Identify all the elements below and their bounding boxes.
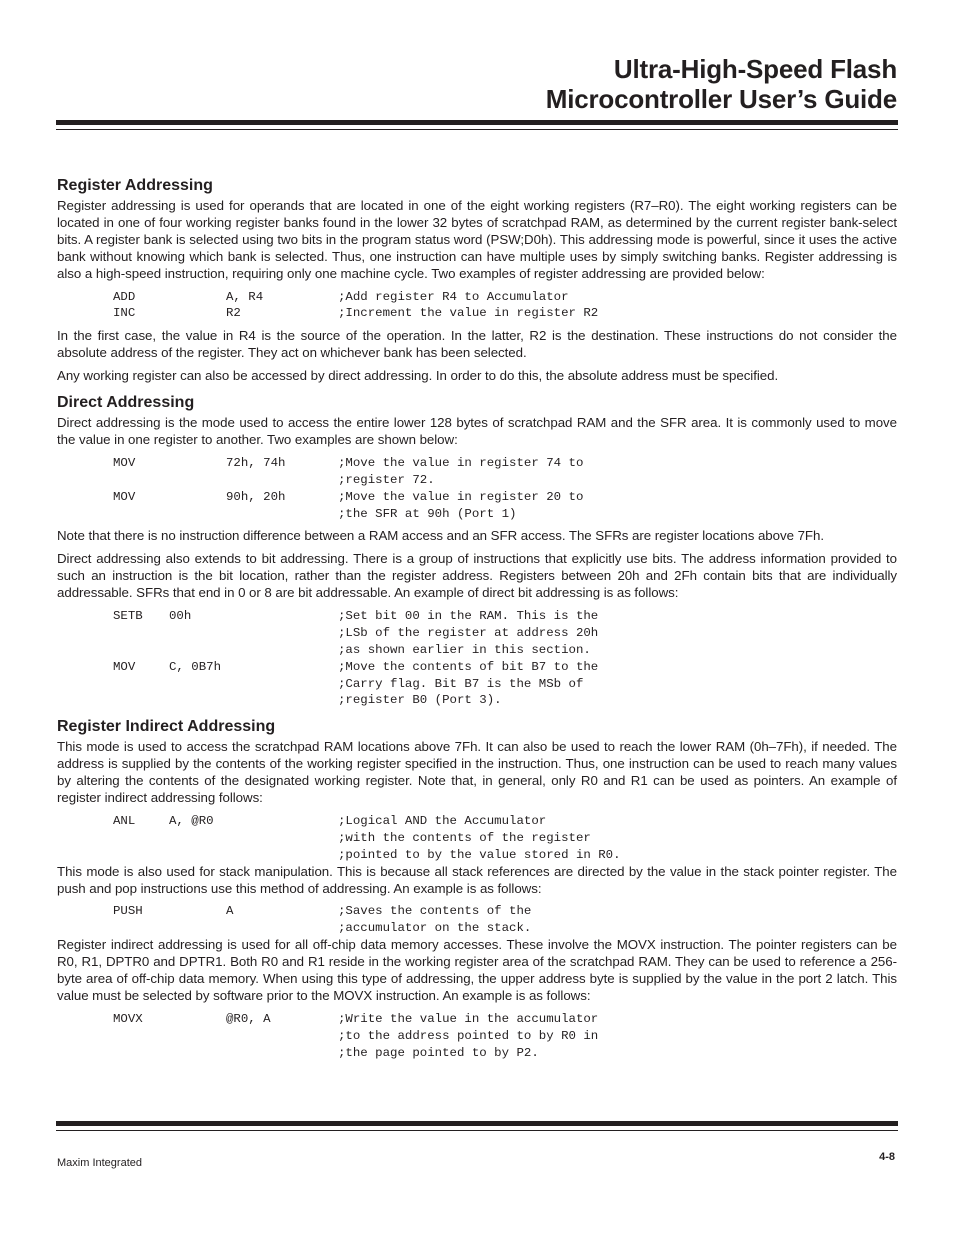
- code-block: [57, 455, 897, 523]
- code-comment: ;Carry flag. Bit B7 is the MSb of: [338, 676, 584, 691]
- code-line: [57, 625, 897, 642]
- code-line: [57, 642, 897, 659]
- title-line-1: Ultra-High-Speed Flash: [613, 54, 897, 84]
- code-line: [57, 1045, 897, 1062]
- main-content: [57, 176, 897, 1068]
- paragraph: This mode is used to access the scratchpad RAM locations above 7Fh. It can also be used to reach the lower RAM (0h–7Fh), if needed. The address is supplied by the contents of the working register specified in the instruction. Thus, one instruction can be used to reach many values by altering the contents of the designated working register. Note that, in general, only R0 and R1 can be used as pointers. An example of register indirect addressing follows:: [57, 739, 897, 806]
- code-comment: ;accumulator on the stack.: [338, 921, 532, 936]
- code-block: [57, 608, 897, 709]
- code-op: MOV: [113, 489, 136, 504]
- paragraph: This mode is also used for stack manipulation. This is because all stack references are directed by the value in the stack pointer register. The push and pop instructions use this method of addressing. An example is as follows:: [57, 863, 897, 896]
- code-comment: ;Move the value in register 74 to: [338, 455, 584, 470]
- code-arg: 00h: [169, 609, 192, 624]
- code-op: ADD: [113, 289, 136, 304]
- code-block: [57, 289, 897, 323]
- paragraph: Register indirect addressing is used for all off-chip data memory accesses. These involve the MOVX instruction. The pointer registers can be R0, R1, DPTR0 and DPTR1. Both R0 and R1 reside in the working register area of the scratchpad RAM. They can be used to reference a 256-byte area of off-chip data memory. When using this type of addressing, the upper address byte is supplied by the value in the port 2 latch. This value must be selected by software prior to the MOVX instruction. An example is as follows:: [57, 937, 897, 1003]
- section-heading-register-addressing: Register Addressing: [57, 177, 213, 194]
- code-block: [57, 903, 897, 937]
- paragraph: Note that there is no instruction difference between a RAM access and an SFR access. The SFRs are register locations above 7Fh.: [57, 528, 824, 544]
- section-heading-direct-addressing: Direct Addressing: [57, 394, 195, 412]
- code-comment: ;register 72.: [338, 472, 435, 487]
- code-line: [57, 506, 897, 523]
- code-op: MOVX: [113, 1011, 143, 1026]
- code-line: [57, 305, 897, 322]
- code-comment: ;Logical AND the Accumulator: [338, 814, 547, 828]
- code-op: PUSH: [113, 904, 143, 919]
- code-line: [57, 659, 897, 676]
- paragraph: In the first case, the value in R4 is the source of the operation. In the latter, R2 is the destination. These instructions do not consider the absolute address of the register. They act on whichever bank has been selected.: [57, 328, 897, 361]
- code-arg: A, R4: [226, 289, 264, 304]
- code-comment: ;Move the contents of bit B7 to the: [338, 659, 599, 674]
- code-line: [57, 489, 897, 506]
- paragraph: Register addressing is used for operands that are located in one of the eight working registers (R7–R0). The eight working registers can be located in one of four working register banks found in the lower 32 bytes of scratchpad RAM, as determined by the current register bank-select bits. A register bank is selected using two bits in the program status word (PSW;D0h). This addressing mode is powerful, since it uses the active bank without knowing which bank is selected. Thus, one instruction can have multiple uses by simply switching banks. Register addressing is also a high-speed instruction, requiring only one machine cycle. Two examples of register addressing are provided below:: [57, 198, 897, 281]
- code-op: INC: [113, 306, 136, 321]
- code-line: [57, 903, 897, 920]
- code-op: MOV: [113, 455, 136, 470]
- footer-page-number: 4-8: [879, 1151, 895, 1163]
- code-comment: ;as shown earlier in this section.: [338, 642, 591, 657]
- code-line: [57, 608, 897, 625]
- code-line: [57, 813, 897, 830]
- code-line: [57, 455, 897, 472]
- code-arg: A: [226, 904, 234, 919]
- code-block: [57, 1011, 897, 1062]
- code-comment: ;to the address pointed to by R0 in: [338, 1028, 599, 1043]
- code-line: [57, 1011, 897, 1028]
- code-comment: ;with the contents of the register: [338, 830, 591, 845]
- code-comment: ;pointed to by the value stored in R0.: [338, 847, 621, 862]
- code-line: [57, 920, 897, 937]
- code-block: [57, 813, 897, 864]
- code-comment: ;Saves the contents of the: [338, 904, 532, 919]
- code-comment: ;Write the value in the accumulator: [338, 1011, 599, 1026]
- code-op: SETB: [113, 609, 143, 624]
- code-arg: C, 0B7h: [169, 659, 222, 674]
- code-line: [57, 847, 897, 864]
- code-arg: 90h, 20h: [226, 489, 286, 504]
- footer-rule-thick: [56, 1121, 898, 1126]
- code-arg: @R0, A: [226, 1011, 271, 1026]
- code-line: [57, 830, 897, 847]
- code-comment: ;LSb of the register at address 20h: [338, 625, 599, 640]
- code-comment: ;the SFR at 90h (Port 1): [338, 506, 517, 521]
- paragraph: Direct addressing is the mode used to access the entire lower 128 bytes of scratchpad RAM and the SFR area. It is commonly used to move the value in one register to another. Two examples are shown below:: [57, 415, 897, 447]
- code-op: MOV: [113, 659, 136, 674]
- code-op: ANL: [113, 814, 136, 828]
- code-line: [57, 1028, 897, 1045]
- footer-rule-thin: [56, 1130, 898, 1131]
- code-arg: 72h, 74h: [226, 455, 286, 470]
- code-line: [57, 472, 897, 489]
- code-line: [57, 289, 897, 306]
- code-line: [57, 692, 897, 709]
- code-comment: ;the page pointed to by P2.: [338, 1045, 539, 1060]
- code-comment: ;Increment the value in register R2: [338, 306, 599, 321]
- code-arg: A, @R0: [169, 814, 214, 828]
- code-line: [57, 676, 897, 693]
- paragraph: Direct addressing also extends to bit addressing. There is a group of instructions that explicitly use bits. The address information provided to such an instruction is the bit location, rather than the register address. Registers between 20h and 2Fh contain bits that are individually addressable. SFRs that end in 0 or 8 are bit addressable. An example of direct bit addressing is as follows:: [57, 551, 897, 601]
- header-rule-thin: [56, 129, 898, 130]
- code-comment: ;Move the value in register 20 to: [338, 489, 584, 504]
- code-comment: ;Add register R4 to Accumulator: [338, 289, 569, 304]
- paragraph: Any working register can also be accessed by direct addressing. In order to do this, the absolute address must be specified.: [57, 368, 779, 384]
- header-rule-thick: [56, 120, 898, 125]
- code-comment: ;Set bit 00 in the RAM. This is the: [338, 609, 599, 624]
- code-comment: ;register B0 (Port 3).: [338, 693, 502, 708]
- title-line-2: Microcontroller User’s Guide: [545, 84, 897, 114]
- footer-company: Maxim Integrated: [57, 1157, 142, 1169]
- page-title: [37, 54, 897, 114]
- code-arg: R2: [226, 306, 241, 321]
- section-heading-register-indirect: Register Indirect Addressing: [57, 718, 276, 736]
